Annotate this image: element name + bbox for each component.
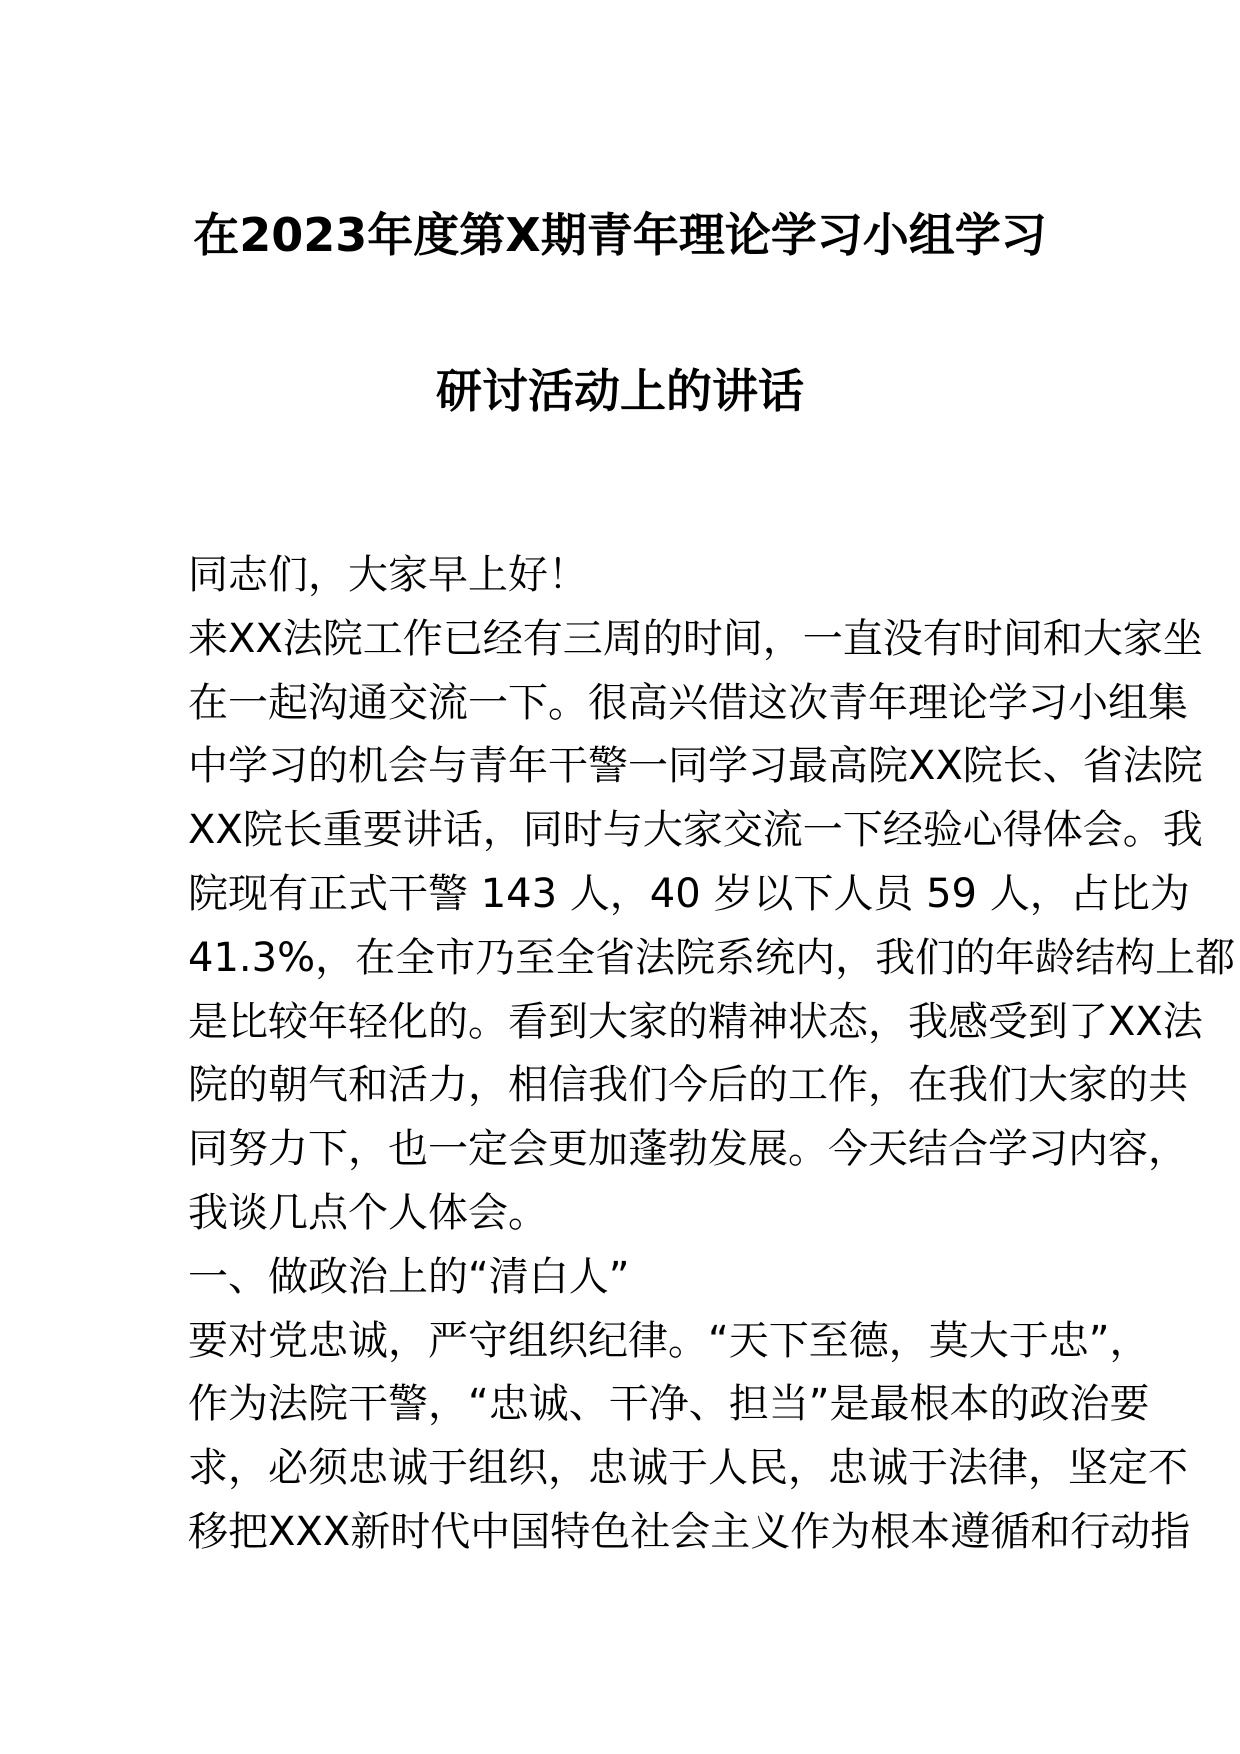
body-text-line: 在一起沟通交流一下。很高兴借这次青年理论学习小组集: [188, 679, 1188, 726]
body-text-line: 一、做政治上的“清白人”: [188, 1253, 630, 1300]
body-text-line: 要对党忠诚，严守组织纪律。“天下至德，莫大于忠”，: [188, 1317, 1150, 1364]
body-text-line: 同志们，大家早上好！: [188, 552, 588, 598]
body-text-line: 院现有正式干警 143 人，40 岁以下人员 59 人，占比为: [188, 870, 1190, 917]
body-text-line: 中学习的机会与青年干警一同学习最高院XX院长、省法院: [188, 743, 1203, 790]
body-text-line: 院的朝气和活力，相信我们今后的工作，在我们大家的共: [188, 1062, 1188, 1109]
document-title-line-1: 在2023年度第X期青年理论学习小组学习: [193, 208, 1047, 262]
body-text-line: 同努力下，也一定会更加蓬勃发展。今天结合学习内容，: [188, 1126, 1188, 1173]
body-text-line: 作为法院干警，“忠诚、干净、担当”是最根本的政治要: [188, 1381, 1150, 1428]
body-text-line: 是比较年轻化的。看到大家的精神状态，我感受到了XX法: [188, 998, 1203, 1045]
body-text-line: XX院长重要讲话，同时与大家交流一下经验心得体会。我: [188, 807, 1203, 854]
body-text-line: 来XX法院工作已经有三周的时间，一直没有时间和大家坐: [188, 615, 1203, 662]
document-body: [188, 544, 1236, 1565]
body-text-line: 我谈几点个人体会。: [188, 1189, 548, 1236]
body-text-line: 41.3%，在全市乃至全省法院系统内，我们的年龄结构上都: [188, 934, 1236, 981]
body-text-line: 求，必须忠诚于组织，忠诚于人民，忠诚于法律，坚定不: [188, 1445, 1188, 1492]
body-text-line: 移把XXX新时代中国特色社会主义作为根本遵循和行动指: [188, 1508, 1191, 1555]
document-title-line-2: 研讨活动上的讲话: [436, 364, 804, 418]
